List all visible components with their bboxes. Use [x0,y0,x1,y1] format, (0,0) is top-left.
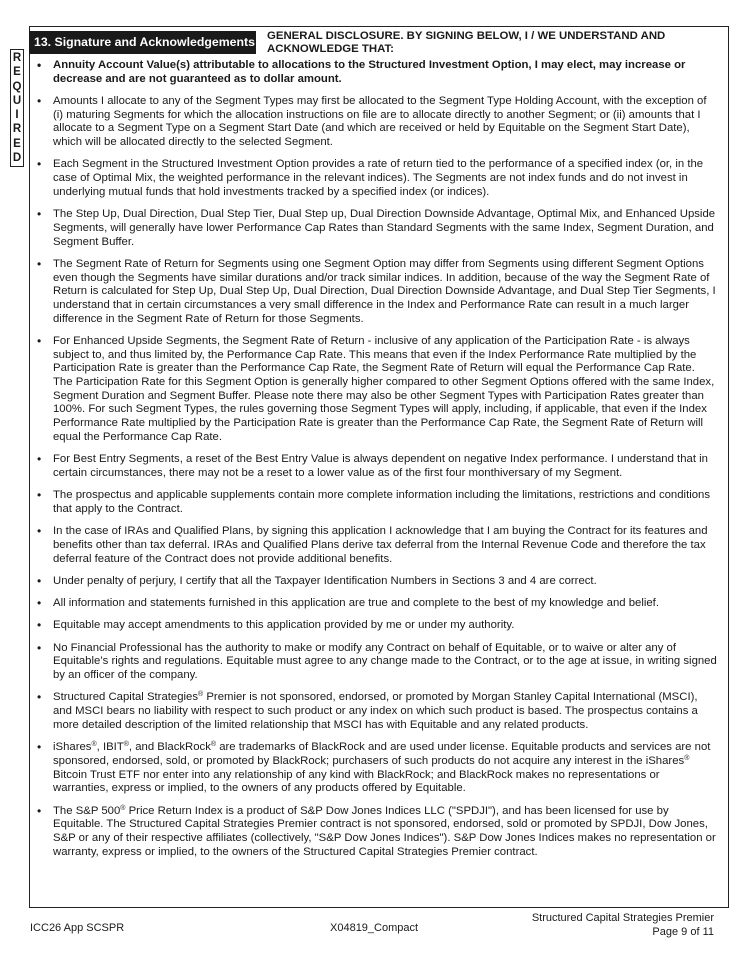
msci-text-b: Premier is not sponsored, endorsed, or promoted by Morgan Stanley Capital International (MSCI), and MSCI bears no liability with respect to such product or any index on which such product is based. The prospectus contains a more detailed description of the limited relationship that MSCI has with Equitable and any related products. [53,691,698,731]
ack-item-segment-options: • The Segment Rate of Return for Segments using one Segment Option may differ from Segments using different Segment Options even though the Segments have similar durations and/or track similar indices. In addition, because of the way the Segment Rate of Return is calculated for Step Up, Dual Step Up, Dual Direction, Dual Direction Downside Advantage, and Dual Step Tier Segments, I understand that in certain circumstances a very small difference in the Index and Performance Rate can result in a much larger difference in the Segment Rate of Return for those Segments. [37,258,717,327]
registered-mark: ® [210,741,217,749]
required-letter: U [12,94,22,107]
required-letter: R [12,52,22,64]
registered-mark: ® [198,691,204,699]
registered-mark: ® [123,741,129,749]
blackrock-text-b: , IBIT [96,741,124,754]
registered-mark: ® [684,754,690,762]
ack-item-blackrock [37,741,717,796]
section-title: 13. Signature and Acknowledgements [29,31,256,54]
footer-form-id: ICC26 App SCSPR [30,922,125,934]
required-letter: Q [12,80,22,93]
blackrock-text-d: are trademarks of BlackRock and are used under license. Equitable products and services are not sponsored, endorsed, sold, or promoted by BlackRock; purchasers of such products do not acquire any interest in the iShares [53,741,711,767]
acknowledgement-list [37,59,717,868]
blackrock-text-c: , and BlackRock [128,741,211,754]
general-disclosure-heading: GENERAL DISCLOSURE. BY SIGNING BELOW, I / WE UNDERSTAND AND ACKNOWLEDGE THAT: [267,30,666,55]
blackrock-text-e: Bitcoin Trust ETF nor enter into any relationship of any kind with BlackRock; and BlackRock makes no representations or warranties, express or implied, to the owners of any products offered by Equitable. [53,768,660,795]
blackrock-text-a: iShares [53,741,92,754]
ack-item-perjury: • Under penalty of perjury, I certify that all the Taxpayer Identification Numbers in Sections 3 and 4 are correct. [37,575,717,589]
ack-item-sp-dow-jones [37,805,717,860]
sp-text-a: The S&P 500 [53,804,121,817]
ack-item-holding-account: • Amounts I allocate to any of the Segment Types may first be allocated to the Segment Type Holding Account, with the exception of (i) maturing Segments for which the allocation instructions on file are to allocate directly to another Segment; or (ii) amounts that I allocate to a Segment Type on a Segment Start Date (and which are received or held by Equitable on the Segment Start Date), which will be allocated directly to the selected Segment. [37,95,717,150]
required-indicator [10,49,24,167]
ack-item-amendments: • Equitable may accept amendments to this application provided by me or under my authority. [37,619,717,633]
required-letter: R [12,123,22,136]
ack-item-cap-rates: • The Step Up, Dual Direction, Dual Step Tier, Dual Step up, Dual Direction Downside Advantage, Optimal Mix, and Enhanced Upside Segments, will generally have lower Performance Cap Rates than Standard Segments with the same Index, Segment Duration, and Segment Buffer. [37,208,717,249]
ack-item-prospectus: • The prospectus and applicable supplements contain more complete information including the limitations, restrictions and conditions that apply to the Contract. [37,489,717,516]
ack-item-ira-qualified: • In the case of IRAs and Qualified Plans, by signing this application I acknowledge that I am buying the Contract for its features and benefits other than tax deferral. IRAs and Qualified Plans derive tax deferral from the Internal Revenue Code and therefore the tax deferral feature of the Contract does not provide additional benefits. [37,525,717,566]
required-letter: E [13,66,21,79]
required-letter: D [12,152,22,165]
registered-mark: ® [120,804,126,812]
ack-item-msci [37,691,717,732]
ack-item-enhanced-upside: • For Enhanced Upside Segments, the Segment Rate of Return - inclusive of any application of the Participation Rate - is always subject to, and thus limited by, the Performance Cap Rate. This means that even if the Index Performance Rate multiplied by the Participation Rate is greater than the Performance Cap Rate, the Segment Rate of Return will equal the Performance Cap Rate. The Participation Rate for this Segment Option is generally higher compared to other Segment Options offered with the same Index, Segment Duration and Segment Buffer. Please note there may also be other Segment Types with Participation Rates greater than 100%. For such Segment Types, the rules governing those Segment Types will apply, including, if applicable, that even if the Index Performance Rate multiplied by the Participation Rate is greater than the Performance Cap Rate, the Segment Rate of Return will equal the Performance Cap Rate. [37,335,717,445]
footer-code: X04819_Compact [330,922,419,934]
ack-item-true-complete: • All information and statements furnished in this application are true and complete to the best of my knowledge and belief. [37,597,717,611]
ack-item-account-value: • Annuity Account Value(s) attributable to allocations to the Structured Investment Option, I may elect, may increase or decrease and are not guaranteed as to dollar amount. [37,59,717,86]
registered-mark: ® [91,741,97,749]
ack-item-best-entry: • For Best Entry Segments, a reset of the Best Entry Value is always dependent on negative Index performance. I understand that in certain circumstances, there may not be a reset to a lower value as of the first four monthiversary of my Segment. [37,453,717,480]
msci-text-a: Structured Capital Strategies [53,691,199,704]
footer-product: Structured Capital Strategies Premier [531,912,714,924]
ack-item-rate-of-return: • Each Segment in the Structured Investment Option provides a rate of return tied to the performance of a specified index (or, in the case of Optimal Mix, the weighted performance in the relevant indices). The Segments are not index funds and do not invest in underlying mutual funds that hold investments tracked by a specified index (or indices). [37,158,717,199]
required-letter: E [13,137,21,150]
ack-item-authority: • No Financial Professional has the authority to make or modify any Contract on behalf of Equitable, or to waive or alter any of Equitable’s rights and regulations. Equitable must agree to any change made to the Contract, or to the age at issue, in writing signed by an officer of the company. [37,642,717,683]
footer-page-number: Page 9 of 11 [652,925,714,938]
required-letter: I [15,109,19,122]
sp-text-b: Price Return Index is a product of S&P Dow Jones Indices LLC ("SPDJI"), and has been licensed for use by Equitable. The Structured Capital Strategies Premier contract is not sponsored, endorsed, sold or promoted by SPDJI, Dow Jones, S&P or any of their respective affiliates (collectively, "S&P Dow Jones Indices"). S&P Dow Jones Indices makes no representation or warranty, express or implied, to the owners of the Structured Capital Strategies Premier contract. [53,804,716,858]
footer-product-page [532,912,714,939]
